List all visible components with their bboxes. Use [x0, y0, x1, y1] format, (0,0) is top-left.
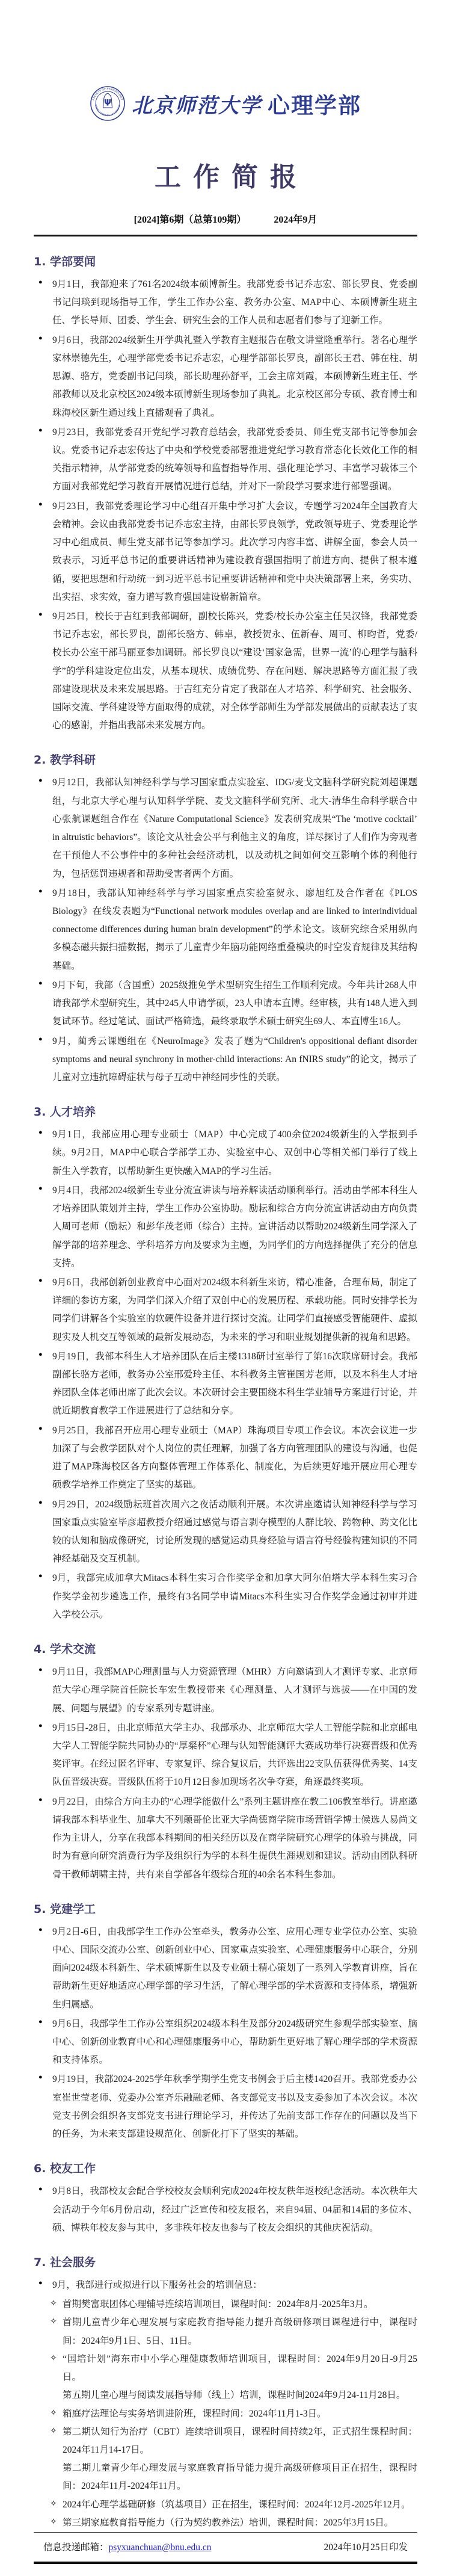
- issue-number: [2024]第6期（总第109期）: [133, 215, 247, 225]
- bullet-text: 9月25日，我部召开应用心理专业硕士（MAP）珠海项目专项工作会议。本次会议进一步加深了与会教学团队对个人岗位的责任理解，加强了各方向管理团队的建设与沟通，也促进了MAP珠海校区各方向整体管理工作体系化、制度化，为后续更好地开展应用心理专硕教学培养工作奠定了坚实的基础。: [52, 1425, 417, 1490]
- bullet-item: [34, 774, 417, 883]
- bullet-icon: ●: [38, 1129, 43, 1137]
- bullet-icon: ●: [38, 500, 43, 508]
- seal-bottom-text: BEIJING NORMAL UNIVERSITY: [94, 104, 121, 117]
- bullet-text: 9月11日，我部MAP心理测量与人力资源管理（MHR）方向邀请到人才测评专家、北京师范大学心理学院首任院长车宏生教授带来《心理测量、人才测评与选拔——在中国的发展、问题与展望》的专家系列专题讲座。: [52, 1667, 417, 1714]
- bullet-text: 9月，蔺秀云课题组在《NeuroImage》发表了题为“Children's oppositional defiant disorder symptoms and neural synchrony in mother-child interactions: An fNIRS study”的论文，揭示了儿童对立违抗障碍症状与母子互动中神经同步性的关联。: [52, 1036, 417, 1083]
- footer: [34, 2532, 417, 2576]
- sub-item: [34, 2350, 417, 2386]
- bullet-item: [34, 1422, 417, 1495]
- bullet-text: 9月23日，我部党委理论学习中心组召开集中学习扩大会议，专题学习2024年全国教育大会精神。会议由我部党委书记乔志宏主持，由部长罗良领学，党政领导班子、党委理论学习中心组成员、师生党支部书记等参加学习。此次学习内容丰富、讲解全面，参会人员一致表示，习近平总书记的重要讲话精神为建设教育强国指明了前进方向、提供了根本遵循，要把思想和行动统一到习近平总书记重要讲话精神和党中央决策部署上来，务实功、出实招、求实效，奋力谱写教育强国建设崭新篇章。: [52, 501, 417, 602]
- section-6: [34, 2160, 417, 2237]
- section-heading: 2. 教学科研: [34, 753, 96, 767]
- sub-item-text: 第二期认知行为治疗（CBT）连续培训项目，课程时间持续2年，正式招生课程时间：2024年11月14-17日。: [63, 2426, 417, 2455]
- document-title: 工作简报: [155, 162, 308, 192]
- footer-email-link[interactable]: psyxuanchuan@bnu.edu.cn: [108, 2542, 212, 2553]
- bullet-item: [34, 1182, 417, 1273]
- bullet-text: 9月23日，我部党委召开党纪学习教育总结会，我部党委委员、师生党支部书记等参加会议。党委书记乔志宏传达了中央和学校党委部署推进党纪学习教育常态化长效化工作的相关指示精神，从学部党委的统筹领导和监督指导作用、强化理论学习、丰富学习载体三个方面对我部党纪学习教育开展情况进行总结，并对下一阶段学习要求进行部署强调。: [52, 427, 417, 492]
- bullet-item: [34, 1663, 417, 1718]
- seal-top-text: FACULTY OF PSYCHOLOGY: [91, 87, 124, 101]
- sub-item-text: 箱庭疗法理论与实务培训进阶班，课程时间：2024年11月1-3日。: [63, 2408, 327, 2419]
- bullet-text: 9月15日-28日，由北京师范大学主办、我部承办、北京师范大学人工智能学院和北京邮电大学人工智能学院共同协办的“厚粲杯”心理与认知智能测评大赛成功举行决赛晋级和优秀奖评审。在经过匿名评审、专家复评、综合复议后，共评选出22支队伍获得优秀奖、14支队伍晋级决赛。晋级队伍将于10月12日参加现场名次争夺赛，角逐最终奖项。: [52, 1722, 417, 1788]
- section-heading: 1. 学部要闻: [34, 255, 96, 268]
- bullet-text: 9月1日，我部迎来了761名2024级本硕博新生。我部党委书记乔志宏、部长罗良、党委副书记闫琰到现场指导工作，学生工作办公室、教务办公室、MAP中心、本硕博新生班主任、学长导师、团委、学生会、研究生会的工作人员和志愿者们参与了迎新工作。: [52, 279, 417, 326]
- footer-print-date: 2024年10月25日印发: [324, 2542, 408, 2553]
- section-7: [34, 2253, 417, 2532]
- sub-item: [34, 2423, 417, 2459]
- brand-row: [34, 85, 417, 122]
- section-heading: 6. 校友工作: [34, 2162, 96, 2176]
- bullet-text: 9月下旬，我部（含国重）2025级推免学术型研究生招生工作顺利完成。今年共计268人申请我部学术型研究生，其中245人申请学硕，23人申请本直博。经审核，共有148人进入到复试环节。经过笔试、面试严格筛选，最终录取学术硕士研究生69人、本直博生16人。: [52, 980, 417, 1027]
- sub-item: [34, 2296, 417, 2314]
- section-4: [34, 1640, 417, 1884]
- bullet-icon: ●: [38, 1926, 43, 1933]
- sub-item-text: 第三期家庭教育指导能力（行为契约教养法）培训，课程时间：2025年3月15日。: [63, 2517, 394, 2528]
- bullet-text: 9月29日，2024级励耘班首次周六之夜活动顺利开展。本次讲座邀请认知神经科学与学习国家重点实验室毕彦超教授介绍通过感觉与语言剥夺模型的人群比较、跨物种、跨文化比较的认知和脑成像研究，讨论所发现的感觉运动具身经验与语言符号经验构建知识的不同神经基础及交互机制。: [52, 1499, 417, 1564]
- bullet-text: 9月12日，我部认知神经科学与学习国家重点实验室、IDG/麦戈文脑科学研究院刘超课题组，与北京大学心理与认知科学学院、麦戈文脑科学研究所、北大-清华生命科学联合中心张航课题组合作在《Nature Computational Science》发表研究成果“The ‘motive cocktail’ in altruistic behaviors”。该论文从社会公平与利他主义的角度，详尽探讨了人们作为旁观者在干预他人不公事件中的多种社会经济动机，以及动机之间如何交互影响个体的利他行为，包括惩罚违规者和帮助受害者两个方面。: [52, 777, 417, 879]
- bullet-text: 9月18日，我部认知神经科学与学习国家重点实验室贺永、廖旭红及合作者在《PLOS Biology》在线发表题为“Functional network modules overlap and are linked to interindividual connectome differences during human brain development”的学术论文。该研究综合采用纵向多模态磁共振扫描数据，揭示了儿童青少年脑功能网络重叠模块的时空发育规律及其结构基础。: [52, 888, 417, 971]
- bullet-icon: ●: [38, 334, 43, 342]
- bullet-text: 9月19日，我部本科生人才培养团队在后主楼1318研讨室举行了第16次联席研讨会。我部副部长骆方老师，教务办公室邢爱玲主任、本科教务主管崔国芳老师，以及本科生人才培养团队全体老师出席了此次会议。本次研讨会主要围绕本科生学业辅导方案进行讨论，并就近期教育教学工作进展进行了总结和分享。: [52, 1351, 417, 1416]
- bullet-icon: ●: [38, 1424, 43, 1432]
- bullet-text: 9月1日，我部应用心理专业硕士（MAP）中心完成了400余位2024级新生的入学报到手续。9月2日，MAP中心联合学部学工办、实验室中心、双创中心等相关部门举行了线上新生入学教育，以帮助新生更快融入MAP的学习生活。: [52, 1129, 417, 1176]
- bullet-item: [34, 2071, 417, 2143]
- masthead: [34, 0, 417, 236]
- bullet-icon: ●: [38, 2018, 43, 2025]
- bullet-item: [34, 1923, 417, 2014]
- section-2: [34, 751, 417, 1087]
- bullet-item: [34, 2276, 417, 2294]
- bullet-icon: ●: [38, 979, 43, 987]
- bullet-text: 9月8日，我部校友会配合学校校友会顺利完成2024年校友秩年返校纪念活动。本次秩年大会活动于今年6月份启动，经过广泛宣传和校友报名，来自94届、04届和14届的多位本、硕、博秩年校友参与其中，多非秩年校友也参与了校友会组织的其他庆祝活动。: [52, 2186, 417, 2233]
- bullet-icon: ●: [38, 1276, 43, 1284]
- bullet-icon: ●: [38, 2074, 43, 2081]
- bullet-text: 9月25日，校长于吉红到我部调研，副校长陈兴，党委/校长办公室主任吴汉锋，我部党委书记乔志宏，部长罗良，副部长骆方、韩卓，教授贺永、伍新春、周可、柳昀哲，党委/校长办公室干部马丽亚参加调研。部长罗良以“建设‘国家急需，世界一流’的心理学与脑科学”的学科建设定位出发，从基本现状、成绩优势、存在问题、解决思路等方面汇报了我部建设现状及未来发展思路。于吉红充分肯定了我部在人才培养、科学研究、社会服务、国际交流、学科建设等方面取得的成就，对全体学部师生为学部发展做出的贡献表达了衷心的感谢，并指出我部未来发展方向。: [52, 611, 417, 731]
- bullet-item: [34, 332, 417, 422]
- bullet-item: [34, 1126, 417, 1181]
- sub-item: [34, 2496, 417, 2514]
- bullet-icon: ●: [38, 1666, 43, 1674]
- sub-item-text: 第五期儿童心理与阅读发展指导师（线上）培训，课程时间2024年9月24-11月28日。: [63, 2390, 406, 2401]
- diamond-bullet-icon: ✧: [50, 2408, 57, 2418]
- bullet-item: [34, 608, 417, 735]
- diamond-bullet-icon: ✧: [50, 2353, 57, 2363]
- issue-line: [34, 212, 417, 226]
- bullet-icon: ●: [38, 2279, 43, 2287]
- sub-item-text: 2024年心理学基础研修（筑基项目）正在招生，课程时间：2024年12月-2025年12月。: [63, 2499, 411, 2510]
- bullet-text: 9月6日，我部学生工作办公室组织2024级本科生及部分2024级研究生参观学部实验室、脑中心、创新创业教育中心和心理健康服务中心，帮助新生更好地了解心理学部的学术资源和支持体系。: [52, 2018, 417, 2066]
- bullet-item: [34, 885, 417, 975]
- bullet-item: [34, 1348, 417, 1421]
- section-heading: 3. 人才培养: [34, 1105, 96, 1119]
- bullet-item: [34, 1033, 417, 1087]
- bullet-icon: ●: [38, 777, 43, 785]
- issue-month: 2024年9月: [274, 215, 318, 225]
- bullet-icon: ●: [38, 1184, 43, 1192]
- bullet-text: 9月，我部完成加拿大Mitacs本科生实习合作奖学金和加拿大阿尔伯塔大学本科生实习合作奖学金初步遴选工作，最终有3名同学申请Mitacs本科生实习合作奖学金通过初审并进入学校公示。: [52, 1573, 417, 1620]
- bullet-icon: ●: [38, 2185, 43, 2193]
- bulletin-content: [34, 0, 417, 2532]
- bullet-icon: ●: [38, 279, 43, 286]
- bullet-text: 9月2日-6日，由我部学生工作办公室牵头，教务办公室、应用心理专业学位办公室、实验中心、国际交流办公室、创新创业中心、国家重点实验室、心理健康服务中心联合，分别面向2024级本科新生、学术硕博新生以及专业硕士精心策划了一系列入学教育讲座，旨在帮助新生更好地适应心理学部的学习生活，了解心理学部的学术资源和支持体系，增强新生归属感。: [52, 1926, 417, 2010]
- sub-item: [34, 2405, 417, 2423]
- bullet-icon: ●: [38, 1350, 43, 1358]
- diamond-bullet-icon: ✧: [50, 2299, 57, 2309]
- bullet-icon: ●: [38, 1722, 43, 1729]
- sub-item-text: 首期樊富珉团体心理辅导连续培训项目，课程时间：2024年8月-2025年3月。: [63, 2299, 373, 2310]
- bullet-item: [34, 276, 417, 330]
- sub-item-text: “国培计划”海东市中小学心理健康教师培训项目，课程时间：2024年9月20日-9月25日。: [63, 2353, 417, 2383]
- footer-row: [34, 2533, 417, 2562]
- bullet-item: [34, 498, 417, 607]
- sections: [34, 253, 417, 2532]
- section-heading: 7. 社会服务: [34, 2256, 96, 2269]
- bullet-icon: ●: [38, 610, 43, 618]
- bullet-item: [34, 2182, 417, 2237]
- bullet-item: [34, 1569, 417, 1624]
- bullet-text: 9月4日，我部2024级新生专业分流宣讲读与培养解读活动顺利举行。活动由学部本科生人才培养团队策划并主持，学生工作办公室协助。励耘和综合方向分流宣讲活动由方向负责人周可老师（励耘）和彭华茂老师（综合）主持。宣讲活动以帮助2024级新生同学深入了解学部的培养理念、学科培养方向及要求为主题，为同学们的方向选择提供了充分的信息支持。: [52, 1185, 417, 1268]
- diamond-bullet-icon: ✧: [50, 2426, 57, 2436]
- footer-divider-thick: [34, 2562, 417, 2564]
- section-heading: 4. 学术交流: [34, 1643, 96, 1657]
- brand-script-name: 北京师范大学: [132, 93, 262, 118]
- bullet-item: [34, 1274, 417, 1347]
- footer-contact: [43, 2540, 211, 2553]
- footer-contact-label: 信息投递邮箱：: [43, 2542, 109, 2553]
- section-1: [34, 253, 417, 735]
- sub-item: [34, 2514, 417, 2532]
- bullet-item: [34, 1793, 417, 1884]
- bullet-item: [34, 977, 417, 1031]
- bullet-icon: ●: [38, 1035, 43, 1043]
- sub-item: [34, 2459, 417, 2495]
- diamond-bullet-icon: ✧: [50, 2517, 57, 2527]
- diamond-bullet-icon: ✧: [50, 2499, 57, 2509]
- bullet-text: 9月，我部进行或拟进行以下服务社会的培训信息：: [52, 2280, 262, 2290]
- bullet-item: [34, 424, 417, 496]
- bullet-item: [34, 1496, 417, 1569]
- sub-item-text: 第二期儿童青少年心理发展与家庭教育指导能力提升高级研修项目正在招生，课程时间：2024年11月-2024年11月。: [63, 2463, 417, 2492]
- bullet-icon: ●: [38, 1796, 43, 1803]
- brand-department-name: 心理学部: [268, 93, 361, 119]
- sub-item-text: 首期儿童青少年心理发展与家庭教育指导能力提升高级研修项目课程进行中，课程时间：2024年9月1日、5日、11日。: [63, 2317, 417, 2346]
- section-heading: 5. 党建学工: [34, 1902, 96, 1916]
- bullet-icon: ●: [38, 1498, 43, 1506]
- bullet-icon: ●: [38, 1572, 43, 1580]
- bullet-item: [34, 2015, 417, 2070]
- bullet-text: 9月6日，我部创新创业教育中心面对2024级本科新生来访，精心准备，合理布局，制定了详细的参访方案，为同学们深入介绍了双创中心的发展历程、承载功能。同时安排学长为同学们讲解各个实验室的软硬件设备并进行探讨交流。让同学们直接感受智能硬件、虚拟现实及人机交互等领域的最新发展动态，为未来的学习和职业规划提供新的视角和思路。: [52, 1277, 417, 1342]
- bullet-icon: ●: [38, 426, 43, 434]
- bullet-item: [34, 1719, 417, 1792]
- seal-psi-symbol: Ψ: [104, 98, 111, 108]
- section-3: [34, 1103, 417, 1624]
- sub-item: [34, 2314, 417, 2350]
- bullet-text: 9月6日，我部2024级新生开学典礼暨入学教育主题报告在敬文讲堂隆重举行。著名心理学家林崇德先生，心理学部党委书记乔志宏，心理学部部长罗良，副部长王君、韩在柱、胡思源、骆方，党委副书记闫琰，部长助理孙舒平，工会主席刘霞，本硕博新生班主任、学部教师以及北京校区2024级本硕博新生现场参加了典礼。北京校区部分专硕、教育博士和珠海校区新生通过线上直播观看了典礼。: [52, 335, 417, 418]
- bullet-text: 9月22日，由综合方向主办的“心理学能做什么”系列主题讲座在教二106教室举行。讲座邀请我部本科毕业生、加拿大不列颠哥伦比亚大学尚德商学院市场营销学博士候选人易尚文作为主讲人，分享在我部本科期间的相关经历以及在商学院研究心理学的体验与挑战，同时为有意向研究消费行为学及组织行为学的本科生提供生涯规划和建议。活动由团队科研骨干教师胡啸主持，共有来自学部各年级综合班的40余名本科生参加。: [52, 1796, 417, 1880]
- header-divider: [34, 235, 417, 236]
- sub-item: [34, 2386, 417, 2405]
- university-seal-icon: [90, 85, 126, 122]
- section-5: [34, 1900, 417, 2144]
- bullet-text: 9月19日，我部2024-2025学年秋季学期学生党支书例会于后主楼1420召开。我部党委办公室崔世莹老师、党委办公室齐乐融融老师、各支部党支书以及支委参加了本次会议。本次党支书例会组织各支部党支书进行理论学习，并传达了先前支部工作存在的问题以及当下的任务，为未来支部建设规范化、创新化打下了坚实的基础。: [52, 2074, 417, 2140]
- diamond-bullet-icon: ✧: [50, 2317, 57, 2327]
- bullet-icon: ●: [38, 887, 43, 895]
